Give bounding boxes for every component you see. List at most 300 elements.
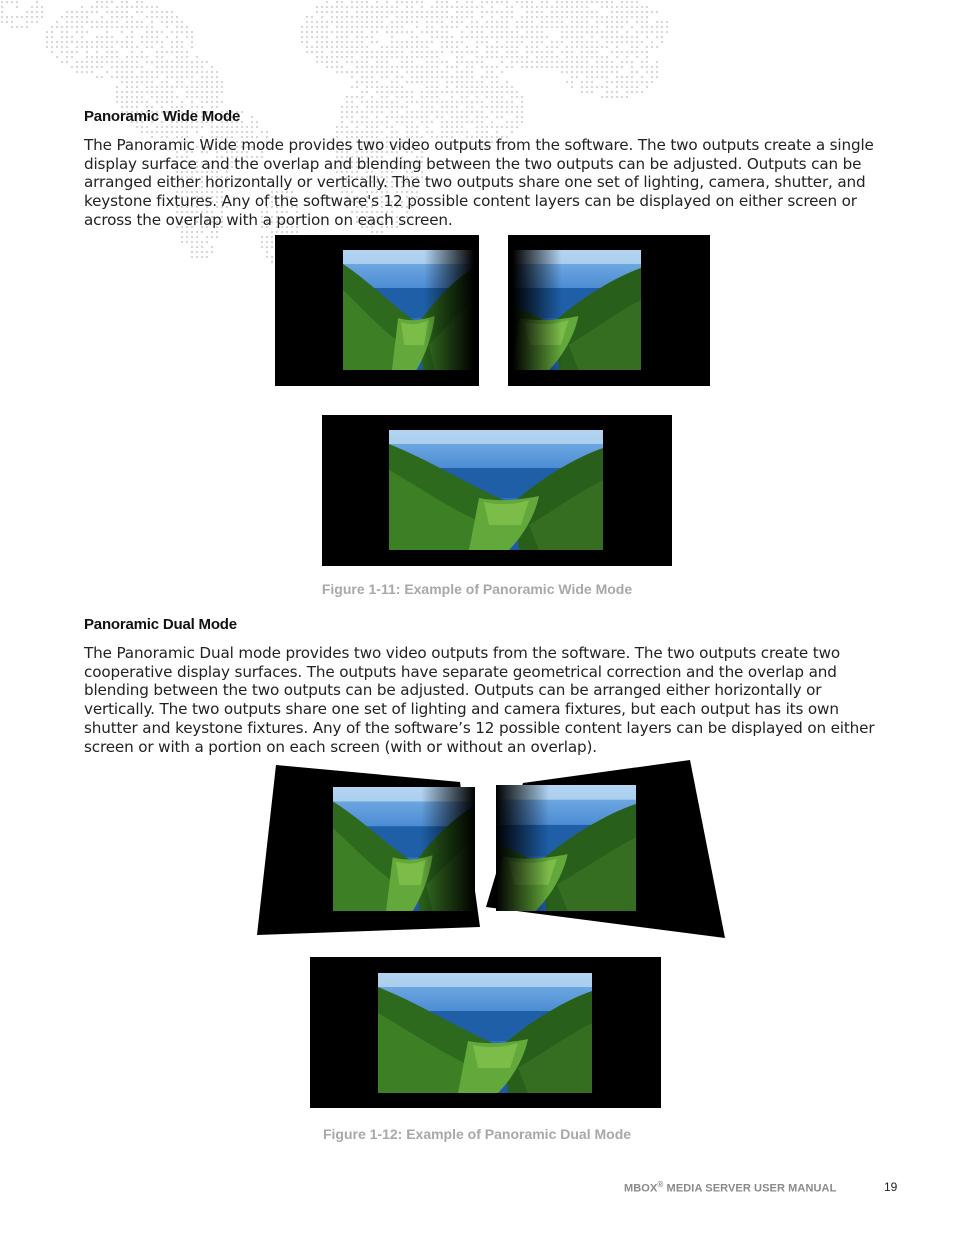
map-dot	[406, 131, 408, 133]
map-dot	[241, 131, 243, 133]
map-dot	[421, 71, 423, 73]
map-dot	[121, 11, 123, 13]
map-dot	[426, 46, 428, 48]
map-dot	[386, 31, 388, 33]
map-dot	[461, 6, 463, 8]
map-dot	[71, 56, 73, 58]
map-dot	[186, 96, 188, 98]
map-dot	[611, 36, 613, 38]
map-dot	[181, 86, 183, 88]
map-dot	[421, 46, 423, 48]
map-dot	[121, 31, 123, 33]
map-dot	[396, 26, 398, 28]
map-dot	[511, 121, 513, 123]
map-dot	[656, 46, 658, 48]
map-dot	[411, 96, 413, 98]
map-dot	[386, 116, 388, 118]
map-dot	[491, 16, 493, 18]
map-dot	[16, 16, 18, 18]
map-dot	[501, 46, 503, 48]
map-dot	[571, 61, 573, 63]
map-dot	[176, 66, 178, 68]
map-dot	[476, 96, 478, 98]
map-dot	[431, 56, 433, 58]
map-dot	[201, 61, 203, 63]
map-dot	[491, 121, 493, 123]
map-dot	[566, 26, 568, 28]
map-dot	[366, 116, 368, 118]
map-dot	[496, 96, 498, 98]
map-dot	[326, 56, 328, 58]
map-dot	[531, 41, 533, 43]
map-dot	[326, 26, 328, 28]
map-dot	[116, 26, 118, 28]
map-dot	[426, 116, 428, 118]
map-dot	[356, 126, 358, 128]
map-dot	[556, 61, 558, 63]
map-dot	[536, 31, 538, 33]
map-dot	[406, 46, 408, 48]
map-dot	[356, 81, 358, 83]
map-dot	[111, 36, 113, 38]
map-dot	[346, 51, 348, 53]
map-dot	[76, 21, 78, 23]
map-dot	[486, 91, 488, 93]
map-dot	[371, 101, 373, 103]
map-dot	[266, 131, 268, 133]
map-dot	[206, 71, 208, 73]
map-dot	[451, 106, 453, 108]
map-dot	[621, 26, 623, 28]
map-dot	[446, 6, 448, 8]
map-dot	[116, 96, 118, 98]
map-dot	[261, 246, 263, 248]
map-dot	[31, 21, 33, 23]
map-dot	[166, 131, 168, 133]
map-dot	[506, 26, 508, 28]
map-dot	[551, 61, 553, 63]
map-dot	[341, 41, 343, 43]
map-dot	[456, 11, 458, 13]
map-dot	[431, 121, 433, 123]
map-dot	[561, 16, 563, 18]
map-dot	[496, 131, 498, 133]
map-dot	[411, 56, 413, 58]
map-dot	[416, 81, 418, 83]
map-dot	[546, 6, 548, 8]
map-dot	[311, 21, 313, 23]
map-dot	[546, 21, 548, 23]
map-dot	[631, 6, 633, 8]
map-dot	[531, 66, 533, 68]
map-dot	[436, 61, 438, 63]
map-dot	[586, 26, 588, 28]
map-dot	[641, 66, 643, 68]
map-dot	[571, 81, 573, 83]
map-dot	[516, 116, 518, 118]
map-dot	[156, 76, 158, 78]
map-dot	[131, 61, 133, 63]
map-dot	[366, 111, 368, 113]
map-dot	[476, 21, 478, 23]
map-dot	[171, 91, 173, 93]
map-dot	[341, 46, 343, 48]
map-dot	[406, 116, 408, 118]
map-dot	[386, 76, 388, 78]
map-dot	[111, 61, 113, 63]
map-dot	[111, 21, 113, 23]
map-dot	[211, 236, 213, 238]
map-dot	[416, 131, 418, 133]
map-dot	[226, 131, 228, 133]
map-dot	[366, 86, 368, 88]
map-dot	[581, 61, 583, 63]
map-dot	[526, 36, 528, 38]
map-dot	[606, 71, 608, 73]
map-dot	[511, 41, 513, 43]
map-dot	[361, 26, 363, 28]
map-dot	[156, 91, 158, 93]
map-dot	[466, 66, 468, 68]
map-dot	[141, 11, 143, 13]
map-dot	[491, 36, 493, 38]
map-dot	[456, 86, 458, 88]
map-dot	[411, 61, 413, 63]
map-dot	[161, 16, 163, 18]
map-dot	[361, 71, 363, 73]
map-dot	[351, 131, 353, 133]
map-dot	[146, 26, 148, 28]
map-dot	[261, 131, 263, 133]
map-dot	[401, 41, 403, 43]
map-dot	[96, 66, 98, 68]
map-dot	[66, 21, 68, 23]
map-dot	[521, 101, 523, 103]
map-dot	[566, 51, 568, 53]
map-dot	[516, 36, 518, 38]
map-dot	[91, 46, 93, 48]
map-dot	[351, 26, 353, 28]
map-dot	[141, 36, 143, 38]
map-dot	[416, 51, 418, 53]
map-dot	[376, 91, 378, 93]
map-dot	[446, 1, 448, 3]
map-dot	[186, 71, 188, 73]
map-dot	[481, 121, 483, 123]
map-dot	[461, 81, 463, 83]
map-dot	[36, 6, 38, 8]
map-dot	[626, 61, 628, 63]
map-dot	[441, 61, 443, 63]
map-dot	[321, 61, 323, 63]
map-dot	[176, 41, 178, 43]
map-dot	[486, 56, 488, 58]
map-dot	[16, 26, 18, 28]
map-dot	[361, 76, 363, 78]
map-dot	[236, 126, 238, 128]
map-dot	[486, 116, 488, 118]
map-dot	[136, 76, 138, 78]
map-dot	[406, 66, 408, 68]
map-dot	[506, 121, 508, 123]
map-dot	[636, 91, 638, 93]
map-dot	[241, 126, 243, 128]
map-dot	[76, 66, 78, 68]
map-dot	[81, 31, 83, 33]
map-dot	[351, 16, 353, 18]
map-dot	[571, 26, 573, 28]
map-dot	[406, 11, 408, 13]
map-dot	[356, 6, 358, 8]
map-dot	[161, 31, 163, 33]
map-dot	[181, 51, 183, 53]
map-dot	[641, 6, 643, 8]
map-dot	[601, 56, 603, 58]
map-dot	[156, 96, 158, 98]
map-dot	[581, 21, 583, 23]
map-dot	[221, 86, 223, 88]
map-dot	[371, 66, 373, 68]
map-dot	[596, 11, 598, 13]
map-dot	[356, 16, 358, 18]
map-dot	[631, 71, 633, 73]
map-dot	[376, 131, 378, 133]
map-dot	[441, 46, 443, 48]
map-dot	[376, 6, 378, 8]
map-dot	[616, 91, 618, 93]
map-dot	[401, 121, 403, 123]
map-dot	[316, 56, 318, 58]
map-dot	[461, 131, 463, 133]
map-dot	[121, 101, 123, 103]
map-dot	[186, 36, 188, 38]
map-dot	[141, 96, 143, 98]
map-dot	[521, 96, 523, 98]
map-dot	[501, 31, 503, 33]
map-dot	[331, 11, 333, 13]
map-dot	[566, 6, 568, 8]
map-dot	[386, 121, 388, 123]
map-dot	[646, 61, 648, 63]
map-dot	[331, 56, 333, 58]
map-dot	[641, 91, 643, 93]
map-dot	[146, 6, 148, 8]
map-dot	[406, 71, 408, 73]
map-dot	[11, 16, 13, 18]
map-dot	[581, 56, 583, 58]
map-dot	[371, 111, 373, 113]
map-dot	[141, 126, 143, 128]
map-dot	[121, 96, 123, 98]
map-dot	[311, 46, 313, 48]
map-dot	[606, 41, 608, 43]
map-dot	[486, 41, 488, 43]
map-dot	[441, 116, 443, 118]
map-dot	[151, 81, 153, 83]
map-dot	[506, 41, 508, 43]
map-dot	[96, 26, 98, 28]
map-dot	[111, 56, 113, 58]
map-dot	[396, 21, 398, 23]
map-dot	[491, 1, 493, 3]
map-dot	[46, 46, 48, 48]
map-dot	[621, 21, 623, 23]
map-dot	[61, 41, 63, 43]
map-dot	[346, 111, 348, 113]
map-dot	[566, 71, 568, 73]
map-dot	[386, 91, 388, 93]
map-dot	[616, 71, 618, 73]
map-dot	[181, 76, 183, 78]
map-dot	[636, 31, 638, 33]
map-dot	[496, 56, 498, 58]
map-dot	[201, 96, 203, 98]
map-dot	[551, 6, 553, 8]
map-dot	[571, 86, 573, 88]
map-dot	[521, 36, 523, 38]
map-dot	[571, 76, 573, 78]
map-dot	[466, 121, 468, 123]
map-dot	[121, 6, 123, 8]
map-dot	[151, 91, 153, 93]
map-dot	[141, 21, 143, 23]
map-dot	[486, 51, 488, 53]
map-dot	[526, 46, 528, 48]
map-dot	[221, 81, 223, 83]
map-dot	[221, 91, 223, 93]
map-dot	[131, 36, 133, 38]
map-dot	[401, 91, 403, 93]
map-dot	[641, 61, 643, 63]
map-dot	[351, 1, 353, 3]
map-dot	[526, 16, 528, 18]
map-dot	[131, 71, 133, 73]
map-dot	[476, 126, 478, 128]
map-dot	[641, 41, 643, 43]
map-dot	[456, 46, 458, 48]
map-dot	[91, 41, 93, 43]
map-dot	[306, 46, 308, 48]
map-dot	[121, 26, 123, 28]
map-dot	[146, 46, 148, 48]
map-dot	[376, 116, 378, 118]
map-dot	[411, 21, 413, 23]
map-dot	[86, 61, 88, 63]
map-dot	[451, 51, 453, 53]
map-dot	[196, 86, 198, 88]
map-dot	[591, 56, 593, 58]
map-dot	[191, 96, 193, 98]
map-dot	[306, 21, 308, 23]
map-dot	[511, 91, 513, 93]
map-dot	[116, 101, 118, 103]
map-dot	[616, 96, 618, 98]
map-dot	[121, 41, 123, 43]
map-dot	[1, 1, 3, 3]
map-dot	[471, 81, 473, 83]
map-dot	[501, 101, 503, 103]
map-dot	[501, 56, 503, 58]
map-dot	[471, 106, 473, 108]
map-dot	[151, 76, 153, 78]
map-dot	[201, 81, 203, 83]
map-dot	[361, 36, 363, 38]
map-dot	[141, 91, 143, 93]
map-dot	[191, 81, 193, 83]
map-dot	[466, 36, 468, 38]
map-dot	[136, 126, 138, 128]
map-dot	[101, 41, 103, 43]
map-dot	[541, 56, 543, 58]
map-dot	[186, 241, 188, 243]
map-dot	[131, 31, 133, 33]
map-dot	[321, 46, 323, 48]
map-dot	[201, 126, 203, 128]
map-dot	[231, 131, 233, 133]
map-dot	[491, 91, 493, 93]
map-dot	[506, 36, 508, 38]
map-dot	[186, 131, 188, 133]
map-dot	[356, 51, 358, 53]
map-dot	[81, 6, 83, 8]
map-dot	[356, 46, 358, 48]
map-dot	[491, 51, 493, 53]
map-dot	[481, 26, 483, 28]
map-dot	[341, 6, 343, 8]
map-dot	[361, 21, 363, 23]
map-dot	[381, 86, 383, 88]
map-dot	[591, 91, 593, 93]
map-dot	[481, 1, 483, 3]
map-dot	[361, 91, 363, 93]
map-dot	[451, 6, 453, 8]
map-dot	[636, 11, 638, 13]
map-dot	[136, 46, 138, 48]
map-dot	[216, 81, 218, 83]
map-dot	[501, 26, 503, 28]
map-dot	[576, 16, 578, 18]
map-dot	[481, 16, 483, 18]
map-dot	[576, 76, 578, 78]
map-dot	[581, 6, 583, 8]
map-dot	[566, 81, 568, 83]
map-dot	[161, 46, 163, 48]
map-dot	[601, 6, 603, 8]
map-dot	[401, 61, 403, 63]
map-dot	[541, 36, 543, 38]
map-dot	[131, 76, 133, 78]
map-dot	[391, 91, 393, 93]
map-dot	[116, 91, 118, 93]
map-dot	[166, 26, 168, 28]
map-dot	[406, 101, 408, 103]
map-dot	[546, 61, 548, 63]
map-dot	[536, 26, 538, 28]
map-dot	[431, 91, 433, 93]
map-dot	[496, 91, 498, 93]
map-dot	[476, 56, 478, 58]
map-dot	[466, 6, 468, 8]
map-dot	[256, 126, 258, 128]
map-dot	[186, 91, 188, 93]
map-dot	[586, 46, 588, 48]
map-dot	[121, 81, 123, 83]
map-dot	[106, 36, 108, 38]
map-dot	[181, 46, 183, 48]
map-dot	[621, 6, 623, 8]
map-dot	[561, 71, 563, 73]
map-dot	[501, 11, 503, 13]
